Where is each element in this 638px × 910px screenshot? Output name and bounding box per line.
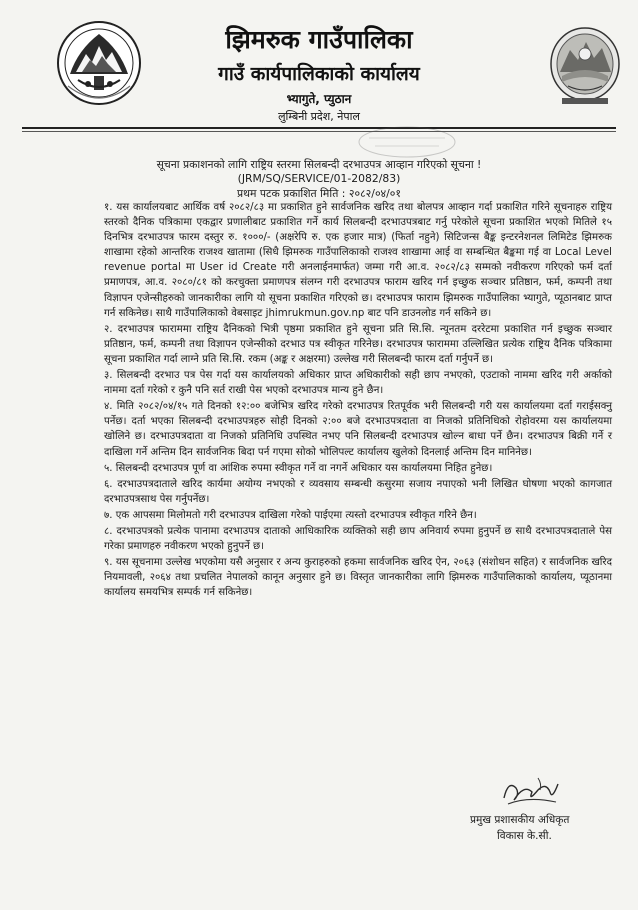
faint-stamp-icon	[355, 124, 459, 160]
signatory-name: विकास के.सी.	[497, 830, 552, 842]
handwritten-signature-icon	[498, 774, 564, 812]
notice-paragraph-4: ४. मिति २०८२/०४/१५ गते दिनको १२:०० बजेभित्र खरिद गरेको दरभाउपत्र रितपूर्वक भरी सिलबन्दी गरी यस कार्यालयमा दर्ता गराईसक्नु पर्नेछ। दर्ता भएका सिलबन्दी दरभाउपत्रहरु सोही दिनको २:०० बजे दरभाउपत्रदाता वा निजको प्रतिनिधिको रोहोवरमा यस कार्यालयमा खोलिने छ। दरभाउपत्रदाता वा निजको प्रतिनिधि उपस्थित नभए पनि सिलबन्दी दरभाउपत्र खोल्न बाधा पर्ने छैन। दरभाउपत्र बिक्री गर्ने र दाखिला गर्ने अन्तिम दिन सार्वजनिक बिदा पर्न गएमा सोको भोलिपल्ट कार्यालय खुलेको दिनलाई अन्तिम दिन मानिनेछ।	[104, 401, 612, 458]
office-address: भ्यागुते, प्युठान	[286, 92, 352, 106]
notice-paragraph-5: ५. सिलबन्दी दरभाउपत्र पूर्ण वा आंशिक रुपमा स्वीकृत गर्ने वा नगर्ने अधिकार यस कार्यालयमा निहित हुनेछ।	[104, 462, 493, 474]
notice-body	[104, 200, 612, 601]
signatory-title: प्रमुख प्रशासकीय अधिकृत	[470, 814, 570, 826]
notice-paragraph-8: ८. दरभाउपत्रको प्रत्येक पानामा दरभाउपत्र दाताको आधिकारिक व्यक्तिको सही छाप अनिवार्य रुपमा हुनुपर्ने छ साथै दरभाउपत्रदाताले पेस गरेका प्रमाणहरु नवीकरण भएको हुनुपर्ने छ।	[104, 525, 612, 553]
notice-publish-date: प्रथम पटक प्रकाशित मिति : २०८२/०४/०१	[236, 187, 402, 200]
notice-paragraph-7: ७. एक आपसमा मिलोमतो गरी दरभाउपत्र दाखिला गरेको पाईएमा त्यस्तो दरभाउपत्र स्वीकृत गरिने छैन।	[104, 509, 477, 521]
header-divider	[22, 127, 616, 129]
office-province: लुम्बिनी प्रदेश, नेपाल	[278, 110, 360, 123]
notice-paragraph-6: ६. दरभाउपत्रदाताले खरिद कार्यमा अयोग्य नभएको र व्यवसाय सम्बन्धी कसुरमा सजाय नपाएको भनी लिखित घोषणा भएको कागजात दरभाउपत्रसाथ पेस गर्नुपर्नेछ।	[104, 478, 612, 505]
header-divider-thin	[22, 131, 616, 132]
notice-reference: (JRM/SQ/SERVICE/01-2082/83)	[237, 172, 401, 185]
notice-subject: सूचना प्रकाशनको लागि राष्ट्रिय स्तरमा सिलबन्दी दरभाउपत्र आव्हान गरिएको सूचना !	[156, 158, 482, 171]
notice-paragraph-9: ९. यस सूचनामा उल्लेख भएकोमा यसै अनुसार र अन्य कुराहरुको हकमा सार्वजनिक खरिद ऐन, २०६३ (संशोधन सहित) र सार्वजनिक खरिद नियमावली, २०६४ तथा प्रचलित नेपालको कानून अनुसार हुने छ। विस्तृत जानकारीका लागि झिमरुक गाउँपालिकाको कार्यालय, प्यूठानमा कार्यालय समयभित्र सम्पर्क गर्न सकिनेछ।	[104, 557, 612, 599]
office-name: झिमरुक गाउँपालिका	[225, 25, 413, 54]
office-subtitle: गाउँ कार्यपालिकाको कार्यालय	[218, 63, 420, 85]
notice-paragraph-1: १. यस कार्यालयबाट आर्थिक वर्ष २०८२/८३ मा प्रकाशित हुने सार्वजनिक खरिद तथा बोलपत्र आव्हान गर्दा प्रकाशित गरिने सूचनाहरु राष्ट्रिय स्तरको दैनिक पत्रिकामा एकद्वार प्रणालीबाट प्रकाशित गर्ने कार्य सिलबन्दी दरभाउपत्रबाट गर्नु परेकोले सूचना प्रकाशित भएको मितिले १५ दिनभित्र दरभाउपत्र फारम दस्तुर रु. १०००/- (अक्षरेपि रु. एक हजार मात्र) (फिर्ता नहुने) सिटिजन्स बैङ्क इन्टरनेशनल लिमिटेड झिमरुक शाखामा रहेको आन्तरिक राजश्व खातामा (सिधै झिमरुक गाउँपालिकाको राजश्व शाखामा आई वा सम्बन्धित बैङ्कमा गई वा Local Level revenue portal मा User id Create गरी अनलाईनमार्फत) जम्मा गरी आ.व. २०८२/८३ सम्मको नवीकरण गरिएको फर्म दर्ता प्रमाणपत्र, आ.व. २०८०/८१ को करचुक्ता प्रमाणपत्र संलग्न गरी दरभाउपत्र फाराम खरिद गर्न इच्छुक सञ्चार प्रतिष्ठान, फर्म, कम्पनी तथा विज्ञापन एजेन्सीहरुको जानकारीका लागि यो सूचना प्रकाशित गरिएको छ। दरभाउपत्र फाराम झिमरुक गाउँपालिका भ्यागुते, प्यूठानबाट प्राप्त गर्न सकिनेछ। साथै गाउँपालिकाको वेबसाइट jhimrukmun.gov.np बाट पनि डाउनलोड गर्न सकिने छ।	[104, 202, 612, 319]
notice-paragraph-2: २. दरभाउपत्र फाराममा राष्ट्रिय दैनिकको भित्री पृष्ठमा प्रकाशित हुने सूचना प्रति सि.सि. न्यूनतम दररेटमा प्रकाशित गर्न इच्छुक सञ्चार प्रतिष्ठान, फर्म, कम्पनी तथा विज्ञापन एजेन्सीको दरभाउ पत्र स्वीकृत गरिनेछ। दरभाउपत्र फाराममा उल्लिखित प्रत्येक राष्ट्रिय दैनिक पत्रिकामा सूचना प्रकाशित गर्दा लाग्ने प्रति सि.सि. रकम (अङ्क र अक्षरमा) उल्लेख गरी सिलबन्दी फारम दर्ता गर्नुपर्ने छ।	[104, 323, 612, 365]
notice-paragraph-3: ३. सिलबन्दी दरभाउ पत्र पेस गर्दा यस कार्यालयको अधिकार प्राप्त अधिकारीको सही छाप नभएको, एउटाको नाममा खरिद गरी अर्काको नाममा दर्ता गरेको र कुनै पनि सर्त राखी पेस भएको दरभाउपत्र मान्य हुने छैन।	[104, 370, 612, 397]
